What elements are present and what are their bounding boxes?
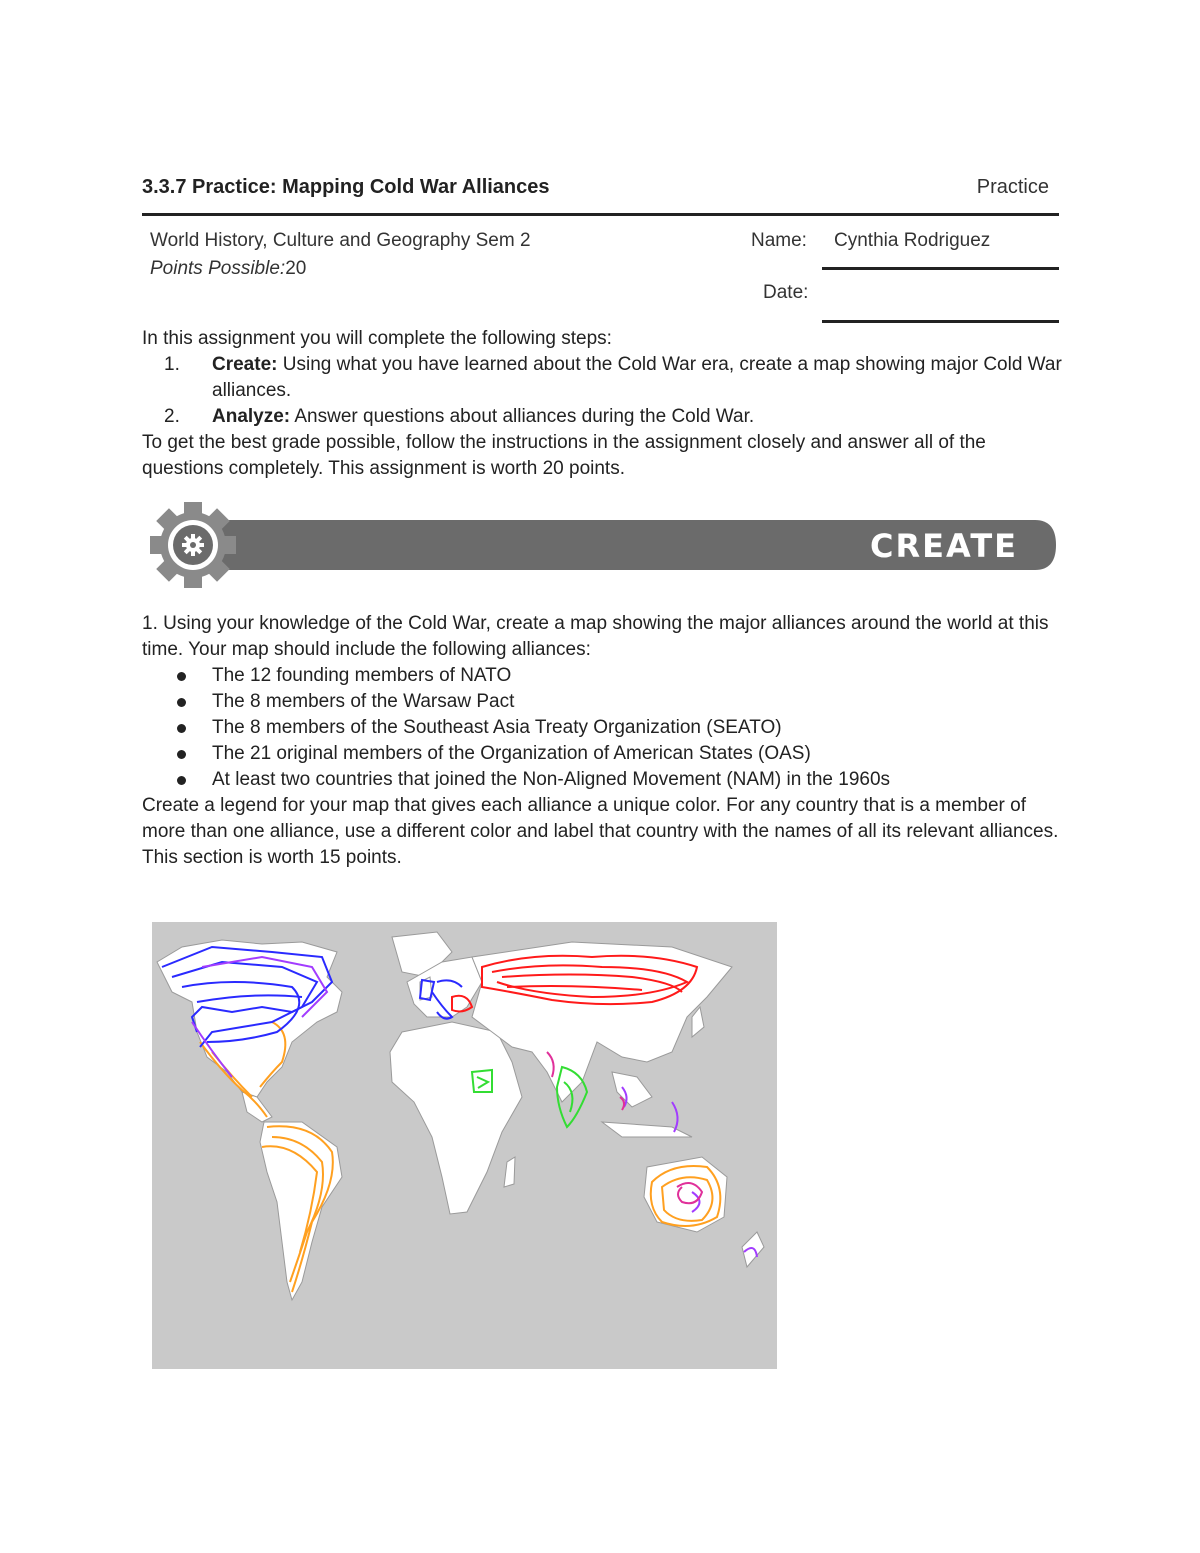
alliance-item: The 12 founding members of NATO	[142, 663, 1072, 689]
name-underline	[822, 267, 1059, 270]
step-number: 1.	[164, 354, 180, 375]
banner-label: CREATE	[870, 527, 1018, 565]
course-name: World History, Culture and Geography Sem 2	[150, 230, 531, 251]
step-item	[142, 404, 1072, 430]
date-field[interactable]	[822, 320, 1059, 323]
step-title: Analyze:	[212, 406, 291, 427]
section-worth: This section is worth 15 points.	[142, 847, 402, 868]
date-label: Date:	[763, 282, 809, 303]
step-number: 2.	[164, 406, 180, 427]
world-map[interactable]	[152, 922, 777, 1369]
points-possible	[150, 258, 306, 280]
points-label: Points Possible:	[150, 258, 286, 279]
world-map-drawing	[152, 922, 777, 1369]
header	[142, 176, 1058, 204]
alliance-list	[142, 663, 1072, 793]
header-divider	[142, 213, 1059, 216]
create-section	[142, 611, 1072, 871]
step-text: Using what you have learned about the Cold War era, create a map showing major Cold War alliances.	[212, 354, 1062, 401]
name-label: Name:	[751, 230, 807, 251]
steps-list	[142, 352, 1072, 430]
create-banner	[150, 502, 1056, 588]
alliance-item: The 8 members of the Southeast Asia Treaty Organization (SEATO)	[142, 715, 1072, 741]
step-item	[142, 352, 1072, 404]
create-prompt: 1. Using your knowledge of the Cold War, create a map showing the major alliances around the world at this time. Your map should include the following alliances:	[142, 613, 1049, 660]
alliance-item: The 8 members of the Warsaw Pact	[142, 689, 1072, 715]
intro-closing: To get the best grade possible, follow the instructions in the assignment closely and answer all of the questions completely. This assignment is worth 20 points.	[142, 432, 986, 479]
step-text: Answer questions about alliances during the Cold War.	[290, 406, 755, 427]
legend-instructions: Create a legend for your map that gives each alliance a unique color. For any country that is a member of more than one alliance, use a different color and label that country with the names of all its relevant alliances.	[142, 795, 1059, 842]
step-title: Create:	[212, 354, 278, 375]
assignment-type: Practice	[976, 176, 1049, 198]
points-value: 20	[285, 258, 307, 279]
alliance-item: At least two countries that joined the Non-Aligned Movement (NAM) in the 1960s	[142, 767, 1072, 793]
intro-lead: In this assignment you will complete the following steps:	[142, 328, 612, 349]
assignment-title: 3.3.7 Practice: Mapping Cold War Alliances	[142, 176, 550, 198]
name-field[interactable]: Cynthia Rodriguez	[834, 230, 991, 251]
alliance-item: The 21 original members of the Organization of American States (OAS)	[142, 741, 1072, 767]
gear-icon	[150, 502, 236, 588]
intro-section	[142, 326, 1072, 482]
